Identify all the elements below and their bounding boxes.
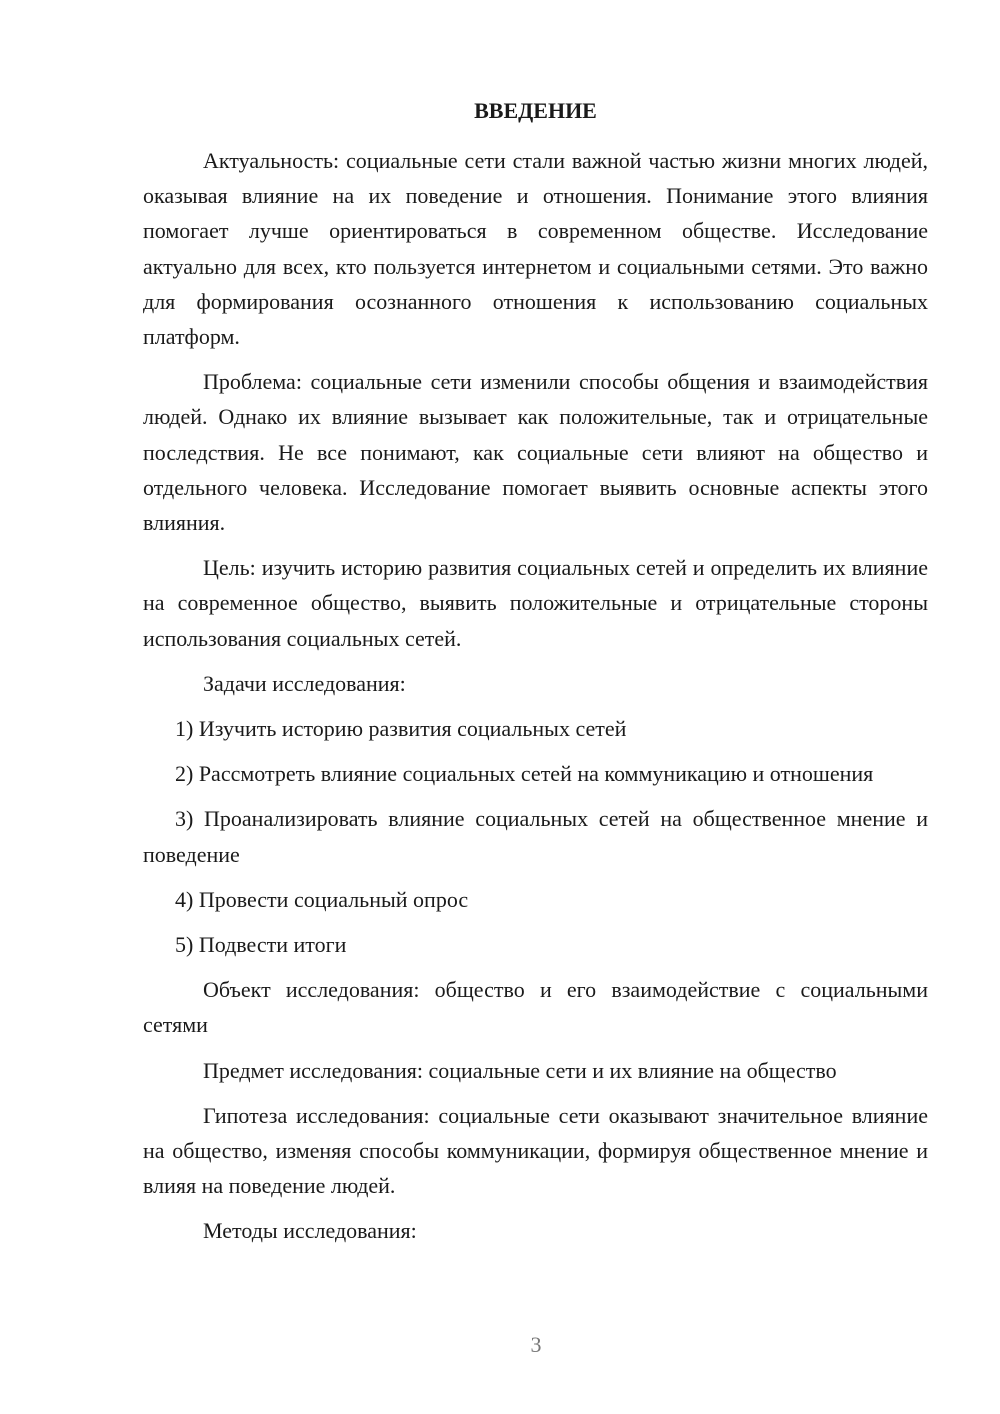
section-title: ВВЕДЕНИЕ [474,98,597,123]
task-item: 2) Рассмотреть влияние социальных сетей на коммуникацию и отношения [175,761,874,787]
task-item: 3) Проанализировать влияние социальных сетей на общественное мнение и поведение [143,806,928,867]
object-paragraph: Объект исследования: общество и его взаимодействие с социальными сетями [143,977,928,1038]
task-item: 1) Изучить историю развития социальных сетей [175,716,627,742]
hypothesis-paragraph: Гипотеза исследования: социальные сети оказывают значительное влияние на общество, изменяя способы коммуникации, формируя общественное мнение и влияя на поведение людей. [143,1102,928,1199]
page-number: 3 [530,1332,542,1357]
tasks-heading: Задачи исследования: [203,670,406,696]
problem-paragraph: Проблема: социальные сети изменили способы общения и взаимодействия людей. Однако их влияние вызывает как положительные, так и отрицательные последствия. Не все понимают, как социальные сети влияют на общество и отдельного человека. Исследование помогает выявить основные аспекты этого влияния. [143,369,928,536]
task-item: 4) Провести социальный опрос [175,886,469,912]
page-content [143,93,928,1249]
relevance-paragraph: Актуальность: социальные сети стали важной частью жизни многих людей, оказывая влияние на их поведение и отношения. Понимание этого влияния помогает лучше ориентироваться в современном обществе. Исследование актуально для всех, кто пользуется интернетом и социальными сетями. Это важно для формирования осознанного отношения к использованию социальных платформ. [143,148,928,350]
goal-paragraph: Цель: изучить историю развития социальных сетей и определить их влияние на современное общество, выявить положительные и отрицательные стороны использования социальных сетей. [143,555,928,651]
task-item: 5) Подвести итоги [175,932,347,958]
subject-paragraph: Предмет исследования: социальные сети и их влияние на общество [203,1057,837,1083]
methods-heading: Методы исследования: [203,1218,417,1244]
